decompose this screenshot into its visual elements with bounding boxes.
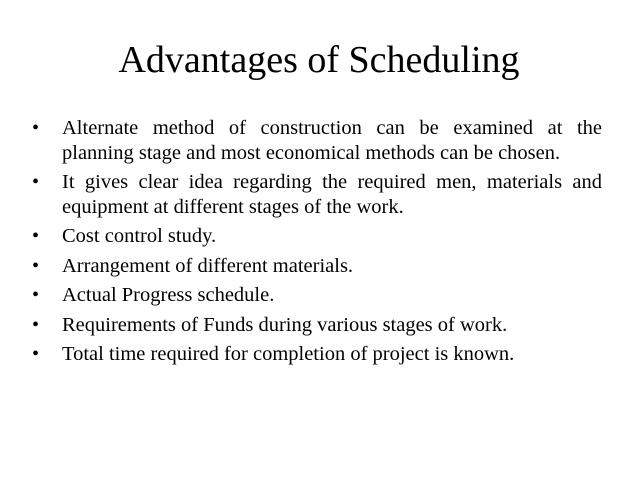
bullet-icon: • bbox=[32, 313, 40, 336]
bullet-text: Total time required for completion of project is known. bbox=[62, 343, 515, 365]
bullet-text: Arrangement of different materials. bbox=[62, 254, 354, 277]
bullet-icon: • bbox=[32, 225, 40, 247]
bullet-text: Actual Progress schedule. bbox=[62, 284, 275, 306]
bullet-text: Requirements of Funds during various stages of work. bbox=[62, 313, 508, 336]
bullet-icon: • bbox=[32, 117, 40, 139]
bullet-text: Cost control study. bbox=[62, 225, 217, 247]
list-item bbox=[32, 254, 602, 279]
list-item bbox=[32, 342, 602, 367]
list-item bbox=[32, 116, 602, 165]
list-item bbox=[32, 313, 602, 338]
list-item bbox=[32, 283, 602, 308]
bullet-icon: • bbox=[32, 254, 40, 277]
bullet-text: It gives clear idea regarding the required men, materials and equipment at different stages of the work. bbox=[62, 171, 602, 218]
bullet-list bbox=[32, 116, 602, 372]
list-item bbox=[32, 170, 602, 219]
bullet-icon: • bbox=[32, 284, 40, 306]
slide-title: Advantages of Scheduling bbox=[118, 39, 520, 81]
list-item bbox=[32, 224, 602, 249]
bullet-icon: • bbox=[32, 171, 40, 193]
bullet-icon: • bbox=[32, 343, 40, 365]
bullet-text: Alternate method of construction can be examined at the planning stage and most economical methods can be chosen. bbox=[62, 117, 602, 164]
